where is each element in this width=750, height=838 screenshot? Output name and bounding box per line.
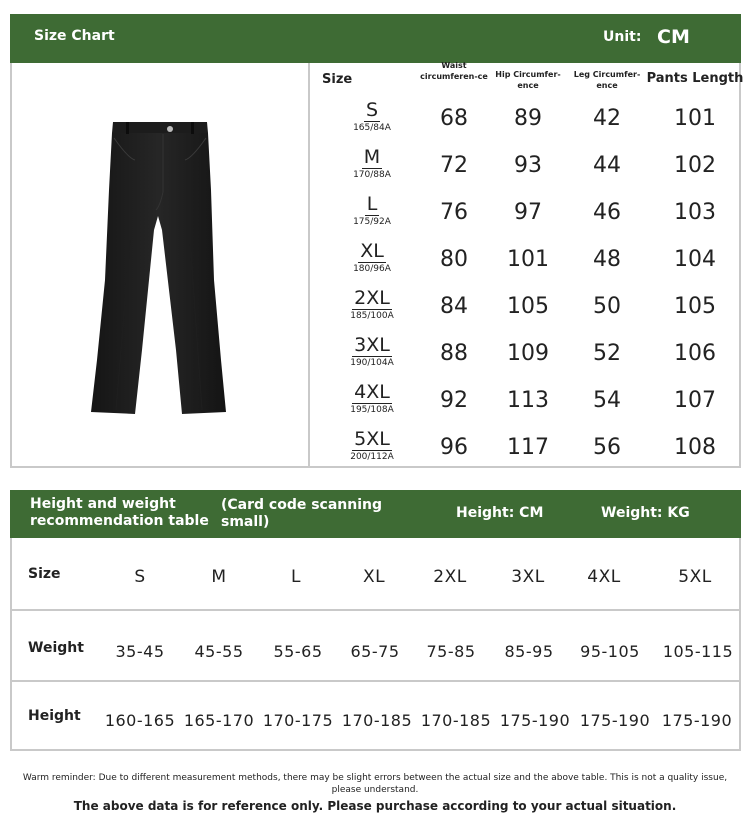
leg-value: 50: [593, 294, 621, 319]
weight-value: 45-55: [194, 642, 244, 661]
warm-reminder: Warm reminder: Due to different measurement methods, there may be slight errors between the actual size and the above table. This is not a quality issue, please understand.: [22, 773, 728, 795]
size-row: [310, 98, 741, 145]
height-row: [12, 680, 739, 751]
size-code: 200/112A: [350, 452, 394, 462]
column-headers: [310, 61, 744, 98]
size-row: [310, 239, 741, 286]
size-name: 2XL: [354, 287, 390, 309]
unit-label: Unit:: [603, 29, 642, 45]
black-flared-pants-icon: [90, 120, 230, 416]
height-value: 165-170: [183, 711, 255, 730]
size-code: 195/108A: [350, 405, 394, 415]
size-value: S: [134, 567, 146, 587]
weight-row-label: Weight: [28, 640, 84, 656]
size-cell: [336, 100, 408, 134]
size-cell: [336, 241, 408, 275]
waist-value: 96: [440, 435, 468, 460]
waist-value: 72: [440, 153, 468, 178]
hip-value: 109: [507, 341, 549, 366]
length-value: 101: [674, 106, 716, 131]
weight-value: 75-85: [426, 642, 476, 661]
recommendation-body: [10, 538, 741, 751]
waist-value: 92: [440, 388, 468, 413]
waist-value: 84: [440, 294, 468, 319]
size-code: 170/88A: [353, 170, 391, 180]
size-row: [310, 427, 741, 474]
reference-note: The above data is for reference only. Please purchase according to your actual situation.: [73, 799, 677, 813]
size-code: 190/104A: [350, 358, 394, 368]
weight-value: 105-115: [662, 642, 734, 661]
height-value: 160-165: [104, 711, 176, 730]
waist-value: 76: [440, 200, 468, 225]
hip-value: 93: [514, 153, 542, 178]
weight-value: 95-105: [580, 642, 640, 661]
hip-value: 101: [507, 247, 549, 272]
size-value: M: [211, 567, 227, 587]
height-value: 170-185: [341, 711, 413, 730]
weight-value: 65-75: [350, 642, 400, 661]
waist-value: 88: [440, 341, 468, 366]
hip-value: 117: [507, 435, 549, 460]
size-code: 165/84A: [353, 123, 391, 133]
size-value: XL: [362, 567, 386, 587]
size-name: XL: [360, 240, 384, 262]
size-value: 5XL: [678, 567, 712, 587]
length-value: 106: [674, 341, 716, 366]
height-value: 175-190: [499, 711, 571, 730]
weight-unit: Weight: KG: [601, 505, 690, 521]
leg-value: 42: [593, 106, 621, 131]
size-cell: [336, 335, 408, 369]
size-name: 5XL: [354, 428, 390, 450]
waist-value: 80: [440, 247, 468, 272]
size-name: M: [363, 146, 381, 168]
leg-value: 48: [593, 247, 621, 272]
leg-column-header: Leg Circumfer-ence: [573, 70, 641, 90]
size-value: 4XL: [587, 567, 621, 587]
waist-column-header: Waist circumferen-ce: [420, 61, 488, 81]
weight-value: 85-95: [504, 642, 554, 661]
size-code: 175/92A: [353, 217, 391, 227]
leg-value: 46: [593, 200, 621, 225]
size-row: [310, 333, 741, 380]
size-name: S: [365, 99, 379, 121]
size-row: [310, 286, 741, 333]
height-row-label: Height: [28, 708, 81, 724]
height-value: 175-190: [661, 711, 733, 730]
hip-value: 105: [507, 294, 549, 319]
hip-value: 113: [507, 388, 549, 413]
length-column-header: Pants Length: [646, 71, 744, 86]
size-row-label: Size: [28, 566, 61, 582]
leg-value: 54: [593, 388, 621, 413]
leg-value: 44: [593, 153, 621, 178]
size-row: [12, 538, 739, 609]
size-cell: [336, 288, 408, 322]
size-chart-body: [10, 61, 744, 468]
size-value: L: [291, 567, 301, 587]
hip-value: 97: [514, 200, 542, 225]
length-value: 105: [674, 294, 716, 319]
length-value: 108: [674, 435, 716, 460]
recommendation-header: [10, 490, 741, 538]
size-column-header: Size: [322, 72, 353, 87]
recommendation-title: Height and weight recommendation table: [30, 496, 209, 529]
size-code: 180/96A: [353, 264, 391, 274]
size-name: 4XL: [354, 381, 390, 403]
size-row: [310, 192, 741, 239]
recommendation-table: [10, 490, 741, 751]
height-value: 170-185: [420, 711, 492, 730]
length-value: 104: [674, 247, 716, 272]
weight-value: 35-45: [115, 642, 165, 661]
size-code: 185/100A: [350, 311, 394, 321]
size-chart-title: Size Chart: [34, 28, 115, 44]
leg-value: 52: [593, 341, 621, 366]
unit-value: CM: [657, 26, 690, 48]
height-value: 175-190: [579, 711, 651, 730]
size-name: L: [366, 193, 378, 215]
hip-value: 89: [514, 106, 542, 131]
weight-value: 55-65: [273, 642, 323, 661]
leg-value: 56: [593, 435, 621, 460]
size-name: 3XL: [354, 334, 390, 356]
length-value: 102: [674, 153, 716, 178]
size-cell: [336, 194, 408, 228]
hip-column-header: Hip Circumfer-ence: [495, 70, 561, 90]
size-chart-header: [10, 14, 741, 63]
size-cell: [336, 429, 408, 463]
size-row: [310, 380, 741, 427]
size-chart: [10, 14, 744, 468]
weight-row: [12, 609, 739, 680]
size-cell: [336, 382, 408, 416]
size-value: 2XL: [433, 567, 467, 587]
size-cell: [336, 147, 408, 181]
height-value: 170-175: [262, 711, 334, 730]
waist-value: 68: [440, 106, 468, 131]
size-value: 3XL: [511, 567, 545, 587]
length-value: 107: [674, 388, 716, 413]
size-row: [310, 145, 741, 192]
height-unit: Height: CM: [456, 505, 544, 521]
recommendation-note: (Card code scanning small): [221, 497, 383, 530]
length-value: 103: [674, 200, 716, 225]
